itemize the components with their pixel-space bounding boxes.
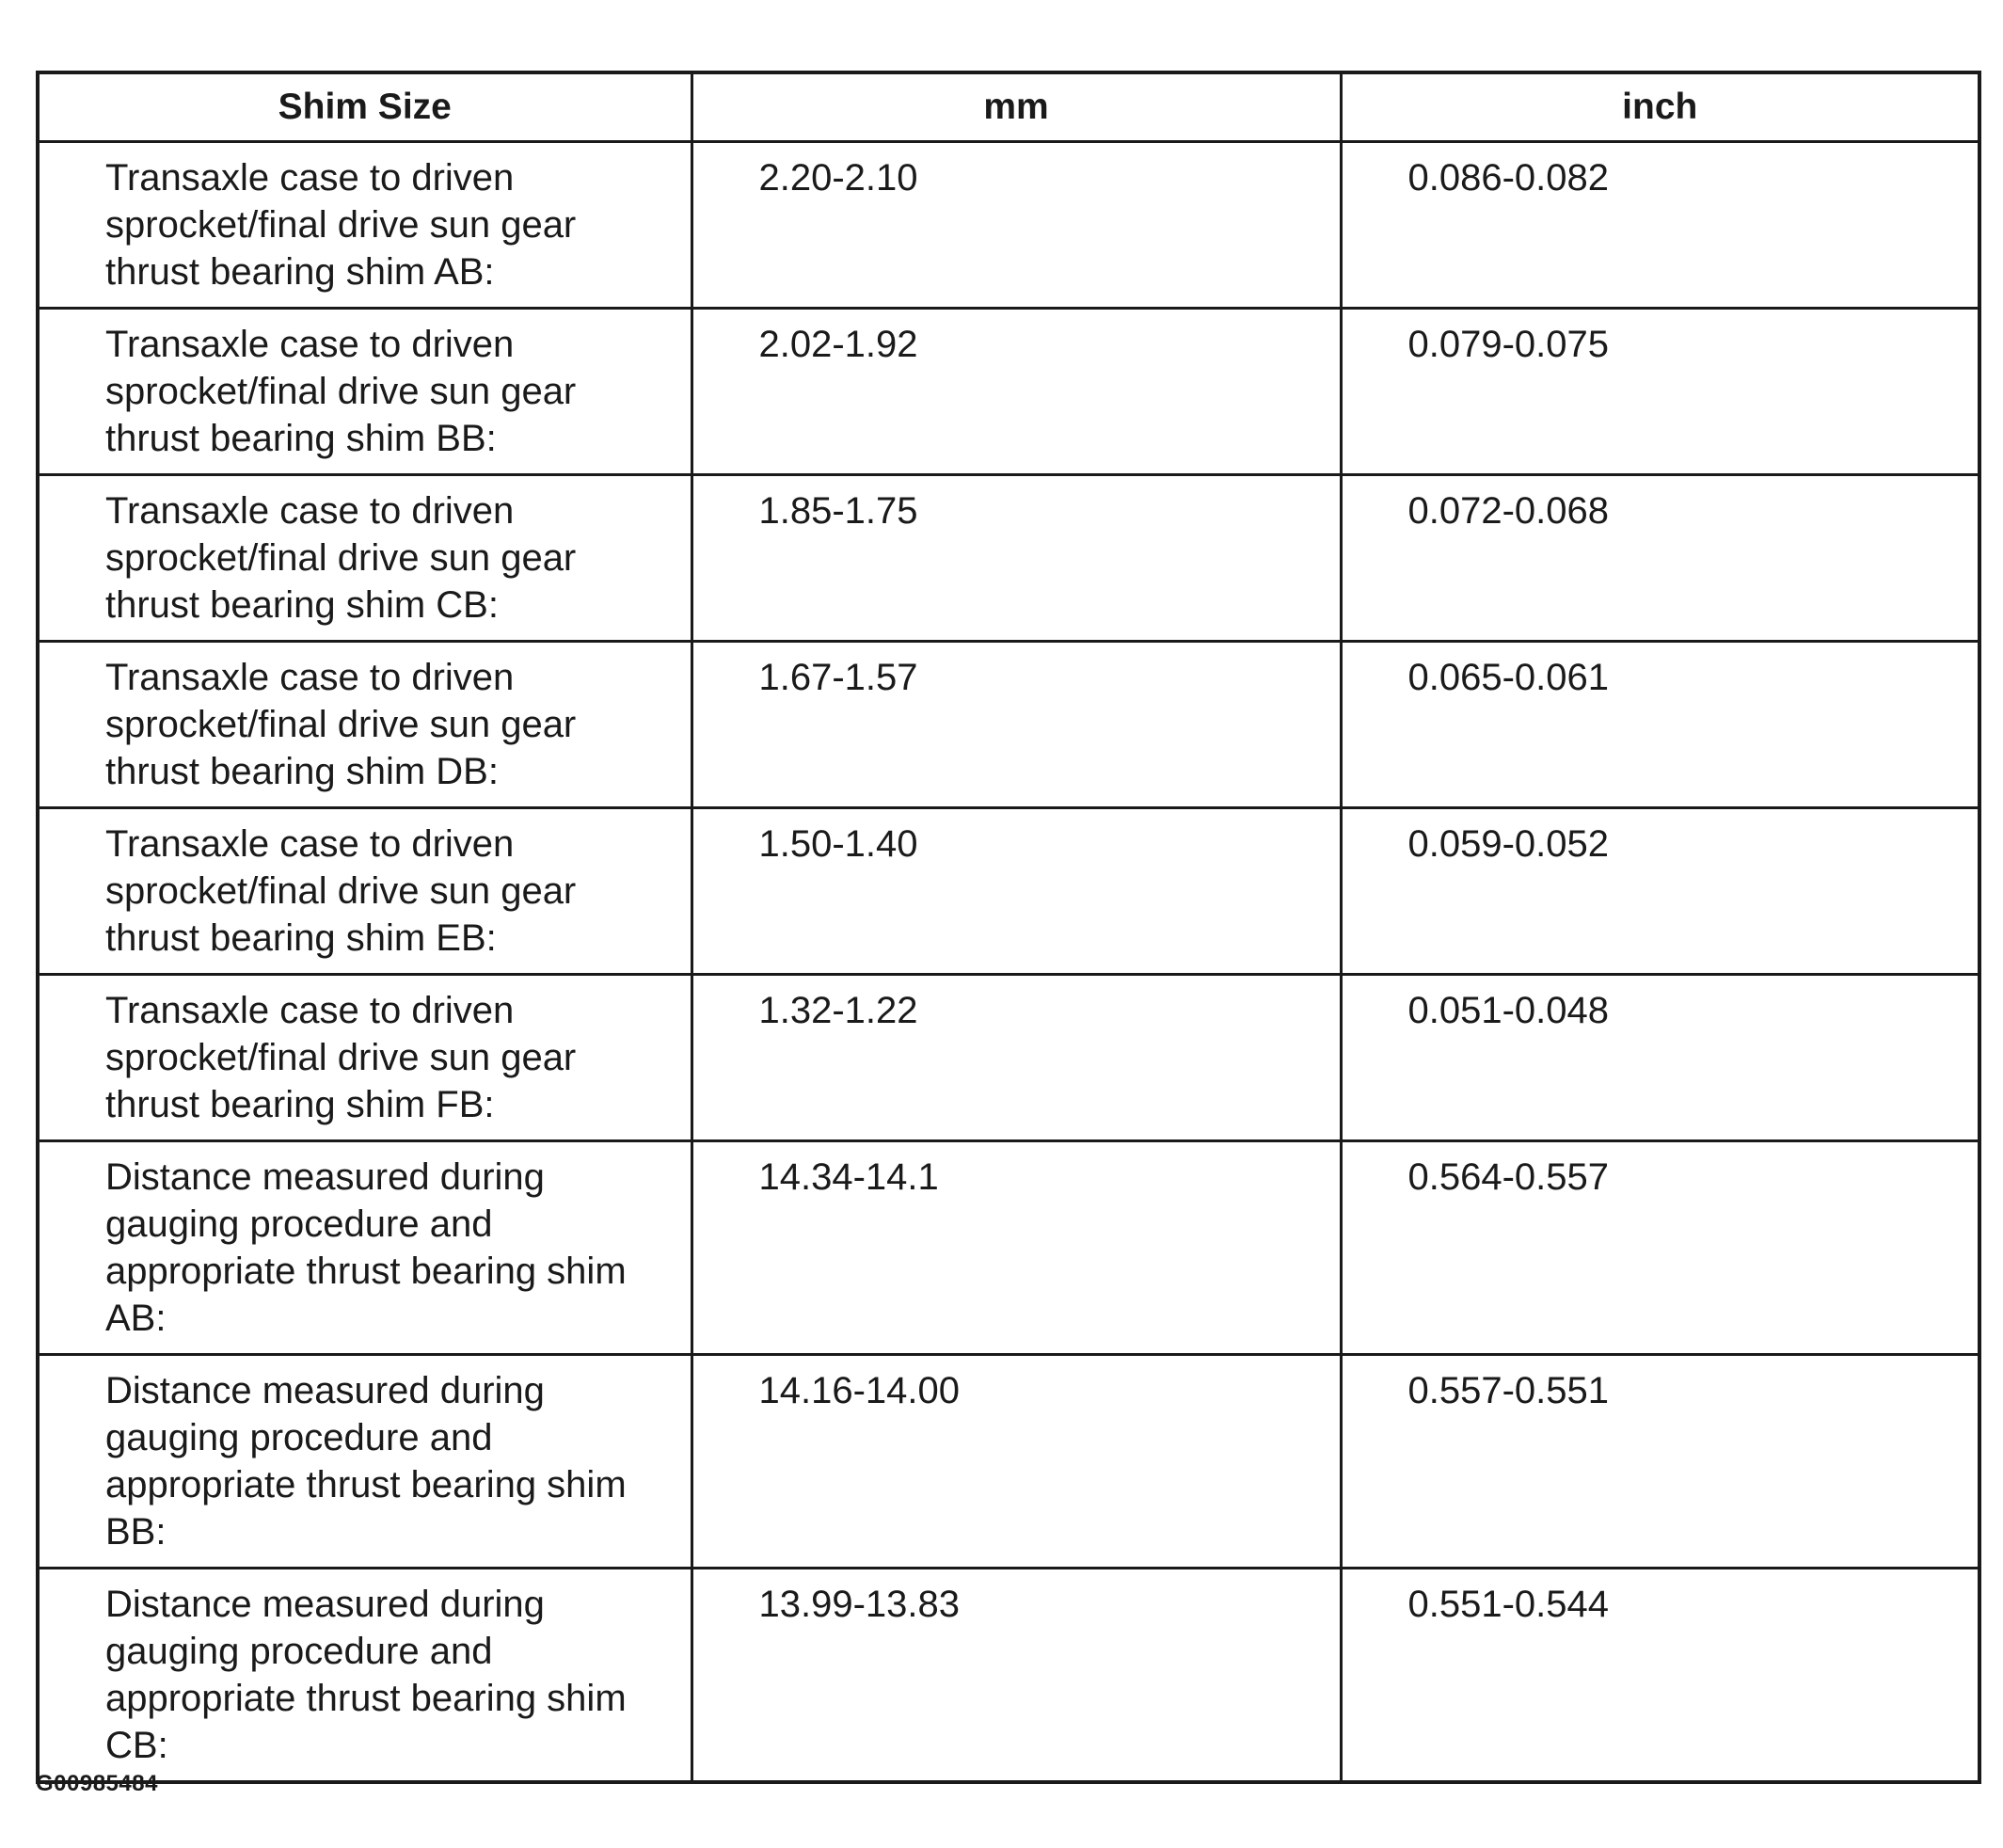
inch-value-cell: 0.551-0.544: [1341, 1569, 1979, 1783]
column-header-inch: inch: [1341, 72, 1979, 142]
inch-value-cell: 0.051-0.048: [1341, 975, 1979, 1141]
table-row: [38, 142, 1979, 309]
inch-value-cell: 0.079-0.075: [1341, 309, 1979, 475]
table-row: [38, 1141, 1979, 1355]
inch-value-cell: 0.086-0.082: [1341, 142, 1979, 309]
table-row: [38, 808, 1979, 975]
table-row: [38, 475, 1979, 642]
table-row: [38, 642, 1979, 808]
shim-description-cell: Transaxle case to driven sprocket/final drive sun gear thrust bearing shim DB:: [38, 642, 692, 808]
mm-value-cell: 1.32-1.22: [692, 975, 1341, 1141]
column-header-shim-size: Shim Size: [38, 72, 692, 142]
table-row: [38, 1569, 1979, 1783]
mm-value-cell: 14.34-14.1: [692, 1141, 1341, 1355]
shim-description-cell: Distance measured during gauging procedure and appropriate thrust bearing shim BB:: [38, 1355, 692, 1569]
mm-value-cell: 13.99-13.83: [692, 1569, 1341, 1783]
mm-value-cell: 1.67-1.57: [692, 642, 1341, 808]
figure-id-label: G00985484: [36, 1771, 158, 1796]
inch-value-cell: 0.065-0.061: [1341, 642, 1979, 808]
table-row: [38, 1355, 1979, 1569]
inch-value-cell: 0.557-0.551: [1341, 1355, 1979, 1569]
mm-value-cell: 14.16-14.00: [692, 1355, 1341, 1569]
shim-description-cell: Distance measured during gauging procedure and appropriate thrust bearing shim AB:: [38, 1141, 692, 1355]
table-row: [38, 975, 1979, 1141]
shim-description-cell: Transaxle case to driven sprocket/final drive sun gear thrust bearing shim EB:: [38, 808, 692, 975]
mm-value-cell: 1.85-1.75: [692, 475, 1341, 642]
inch-value-cell: 0.072-0.068: [1341, 475, 1979, 642]
shim-description-cell: Transaxle case to driven sprocket/final drive sun gear thrust bearing shim AB:: [38, 142, 692, 309]
shim-description-cell: Transaxle case to driven sprocket/final drive sun gear thrust bearing shim CB:: [38, 475, 692, 642]
shim-description-cell: Transaxle case to driven sprocket/final drive sun gear thrust bearing shim BB:: [38, 309, 692, 475]
table-row: [38, 309, 1979, 475]
shim-description-cell: Transaxle case to driven sprocket/final drive sun gear thrust bearing shim FB:: [38, 975, 692, 1141]
inch-value-cell: 0.059-0.052: [1341, 808, 1979, 975]
shim-description-cell: Distance measured during gauging procedure and appropriate thrust bearing shim CB:: [38, 1569, 692, 1783]
table-header-row: [38, 72, 1979, 142]
mm-value-cell: 2.02-1.92: [692, 309, 1341, 475]
mm-value-cell: 1.50-1.40: [692, 808, 1341, 975]
column-header-mm: mm: [692, 72, 1341, 142]
mm-value-cell: 2.20-2.10: [692, 142, 1341, 309]
shim-size-table: [36, 71, 1981, 1784]
inch-value-cell: 0.564-0.557: [1341, 1141, 1979, 1355]
